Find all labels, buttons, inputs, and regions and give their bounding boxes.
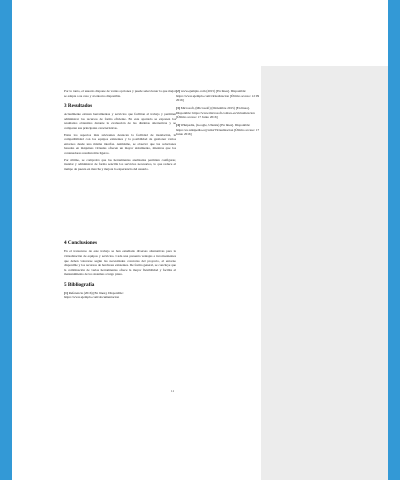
section-heading-results: 3 Resultados xyxy=(64,103,93,110)
reference-label: [1] xyxy=(64,290,68,295)
results-paragraph-2: Entre los aspectos más relevantes destacan la facilidad de instalación, la compatibilidad con los equipos existentes y la posibilidad de gestionar varios entornos desde una misma interfaz. Asimismo, se observó que las soluciones basadas en máquinas virtuales ofrecen un mayor aislamiento, mientras que los contenedores resultan más ligeros. xyxy=(64,132,176,155)
results-paragraph-3: Por último, se comprobó que las herramientas analizadas permiten configurar, instalar y administrar de forma sencilla los servicios necesarios, lo que reduce el tiempo de puesta en marcha y mejora la experiencia del usuario. xyxy=(64,157,176,171)
intro-paragraph: Por lo tanto, el usuario dispone de varias opciones y puede seleccionar la que mejor se adapte a su caso y al entorno disponible. xyxy=(64,89,176,98)
section-heading-bibliography: 5 Bibliografía xyxy=(64,281,95,288)
reference-label: [2] xyxy=(176,89,180,93)
reference-text: www.ejemplo.com (2015) [En línea]. Disponible: https://www.ejemplo.com/virtualizacion [Último acceso: 12 09 2016] xyxy=(176,89,260,103)
right-column xyxy=(176,89,262,140)
reference-label: [4] xyxy=(176,122,180,127)
section-heading-conclusions: 4 Conclusiones xyxy=(64,240,98,247)
reference-item xyxy=(176,123,262,137)
side-panel xyxy=(261,66,388,480)
document-page xyxy=(12,0,388,480)
conclusions-paragraph: En el transcurso de este trabajo se han estudiado diversas alternativas para la virtualización de equipos y servicios. Cada una presenta ventajas e inconvenientes que deben valorarse según las necesidades concretas del proyecto, el entorno disponible y los recursos de hardware existentes. De forma general, se concluye que la combinación de varias herramientas ofrece la mayor flexibilidad y facilita el mantenimiento de los sistemas a largo plazo. xyxy=(64,249,176,277)
reference-label: [3] xyxy=(176,105,180,110)
reference-item xyxy=(176,89,262,103)
reference-item xyxy=(176,106,262,120)
page-number: 11 xyxy=(171,389,175,393)
reference-text: Wikipedia, (Google, Ubuntu) [En línea]. Disponible: https://es.wikipedia.org/wiki/Virtualizacion [Último acceso: 17 Junio 2016] xyxy=(176,122,260,137)
left-column xyxy=(64,89,176,303)
reference-text: Referencia (2016) [En línea]. Disponible: https://www.ejemplo.com/documentacion xyxy=(64,290,124,300)
results-paragraph-1: Actualmente existen herramientas y servicios que facilitan el trabajo y permiten administrar los recursos de forma eficiente. En este apartado se exponen los resultados obtenidos durante la evaluación de las distintas alternativas y se comparan sus principales características. xyxy=(64,112,176,130)
reference-item xyxy=(64,291,176,300)
reference-text: Microsoft, (Microsoft) (Diciembre 2015) [En línea]. Disponible: https://www.microsoft.com/es-es/virtualizacion [Último acceso: 17 Junio 2016] xyxy=(176,105,255,120)
